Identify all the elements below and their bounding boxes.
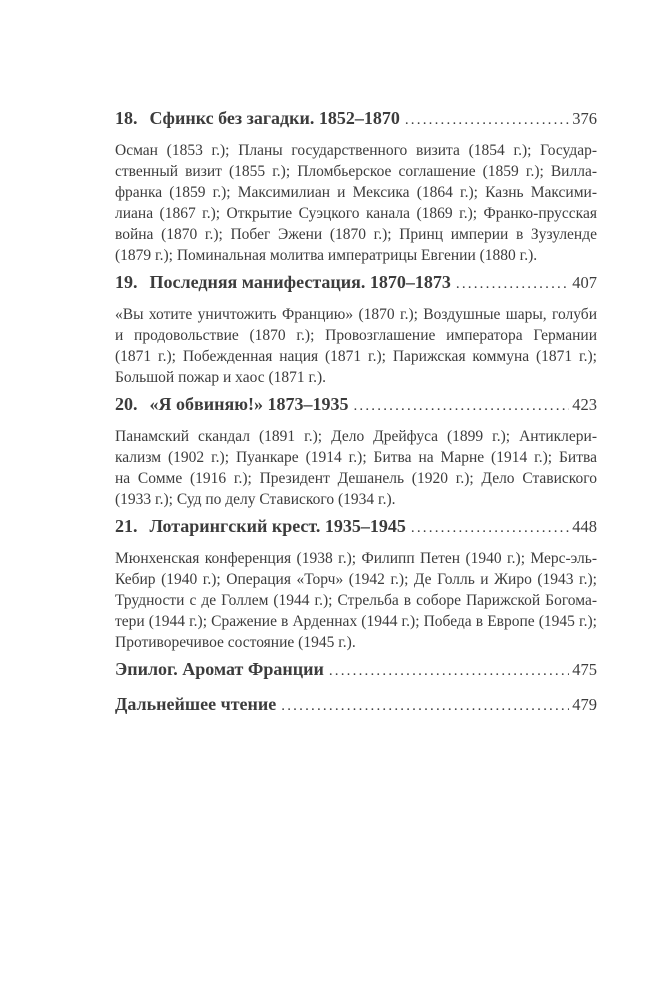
toc-entry-21	[115, 515, 597, 653]
chapter-number: 19.	[115, 272, 138, 292]
description-line: ственный визит (1855 г.); Пломбьерское соглашение (1859 г.); Вилла-	[115, 163, 597, 180]
chapter-title: Последняя манифестация. 1870–1873	[149, 272, 451, 292]
chapter-description	[115, 426, 597, 510]
toc-entry-18	[115, 107, 597, 266]
toc-entry-heading	[115, 393, 597, 418]
description-line: «Вы хотите уничтожить Францию» (1870 г.); Воздушные шары, голуби	[115, 306, 597, 323]
dot-leader	[456, 273, 569, 296]
dot-leader	[411, 517, 569, 540]
chapter-number: 20.	[115, 394, 138, 414]
page-number: 407	[572, 273, 597, 292]
toc-entry-further-reading	[115, 693, 597, 718]
chapter-description	[115, 304, 597, 388]
description-line: и продовольствие (1870 г.); Провозглашение императора Германии	[115, 327, 597, 344]
chapter-title: Сфинкс без загадки. 1852–1870	[149, 108, 400, 128]
chapter-title: Эпилог. Аромат Франции	[115, 659, 324, 679]
chapter-number: 21.	[115, 516, 138, 536]
toc-entry-epilogue	[115, 658, 597, 683]
chapter-description	[115, 548, 597, 653]
toc-entry-heading	[115, 515, 597, 540]
toc-entry-heading	[115, 107, 597, 132]
chapter-title: «Я обвиняю!» 1873–1935	[149, 394, 349, 414]
description-line: тери (1944 г.); Сражение в Арденнах (1944 г.); Победа в Европе (1945 г.);	[115, 613, 597, 630]
description-line: на Сомме (1916 г.); Президент Дешанель (1920 г.); Дело Ставиского	[115, 470, 597, 487]
page-number: 423	[572, 395, 597, 414]
toc-end-block	[115, 658, 597, 718]
description-line: (1879 г.); Поминальная молитва императрицы Евгении (1880 г.).	[115, 247, 538, 264]
toc-entry-19	[115, 271, 597, 388]
dot-leader	[353, 395, 569, 418]
chapter-description	[115, 140, 597, 266]
description-line: Осман (1853 г.); Планы государственного визита (1854 г.); Государ-	[115, 142, 597, 159]
page-number: 479	[572, 695, 597, 714]
description-line: (1933 г.); Суд по делу Ставиского (1934 г.).	[115, 491, 396, 508]
description-line: Противоречивое состояние (1945 г.).	[115, 634, 356, 651]
page-number: 376	[572, 109, 597, 128]
chapter-title: Дальнейшее чтение	[115, 694, 277, 714]
description-line: Трудности с де Голлем (1944 г.); Стрельба в соборе Парижской Богома-	[115, 592, 597, 609]
dot-leader	[329, 660, 569, 683]
dot-leader	[405, 109, 569, 132]
toc-entry-heading	[115, 271, 597, 296]
toc-entry-20	[115, 393, 597, 510]
chapter-number: 18.	[115, 108, 138, 128]
page-number: 448	[572, 517, 597, 536]
chapter-title: Лотарингский крест. 1935–1945	[149, 516, 406, 536]
description-line: кализм (1902 г.); Пуанкаре (1914 г.); Битва на Марне (1914 г.); Битва	[115, 449, 597, 466]
description-line: лиана (1867 г.); Открытие Суэцкого канала (1869 г.); Франко-прусская	[115, 205, 597, 222]
description-line: Большой пожар и хаос (1871 г.).	[115, 369, 327, 386]
page-number: 475	[572, 660, 597, 679]
description-line: Мюнхенская конференция (1938 г.); Филипп Петен (1940 г.); Мерс-эль-	[115, 550, 597, 567]
description-line: война (1870 г.); Побег Эжени (1870 г.); Принц империи в Зузуленде	[115, 226, 597, 243]
description-line: (1871 г.); Побежденная нация (1871 г.); Парижская коммуна (1871 г.);	[115, 348, 597, 365]
dot-leader	[281, 695, 569, 718]
description-line: Кебир (1940 г.); Операция «Торч» (1942 г.); Де Голль и Жиро (1943 г.);	[115, 571, 597, 588]
description-line: Панамский скандал (1891 г.); Дело Дрейфуса (1899 г.); Антиклери-	[115, 428, 597, 445]
description-line: франка (1859 г.); Максимилиан и Мексика (1864 г.); Казнь Максими-	[115, 184, 597, 201]
